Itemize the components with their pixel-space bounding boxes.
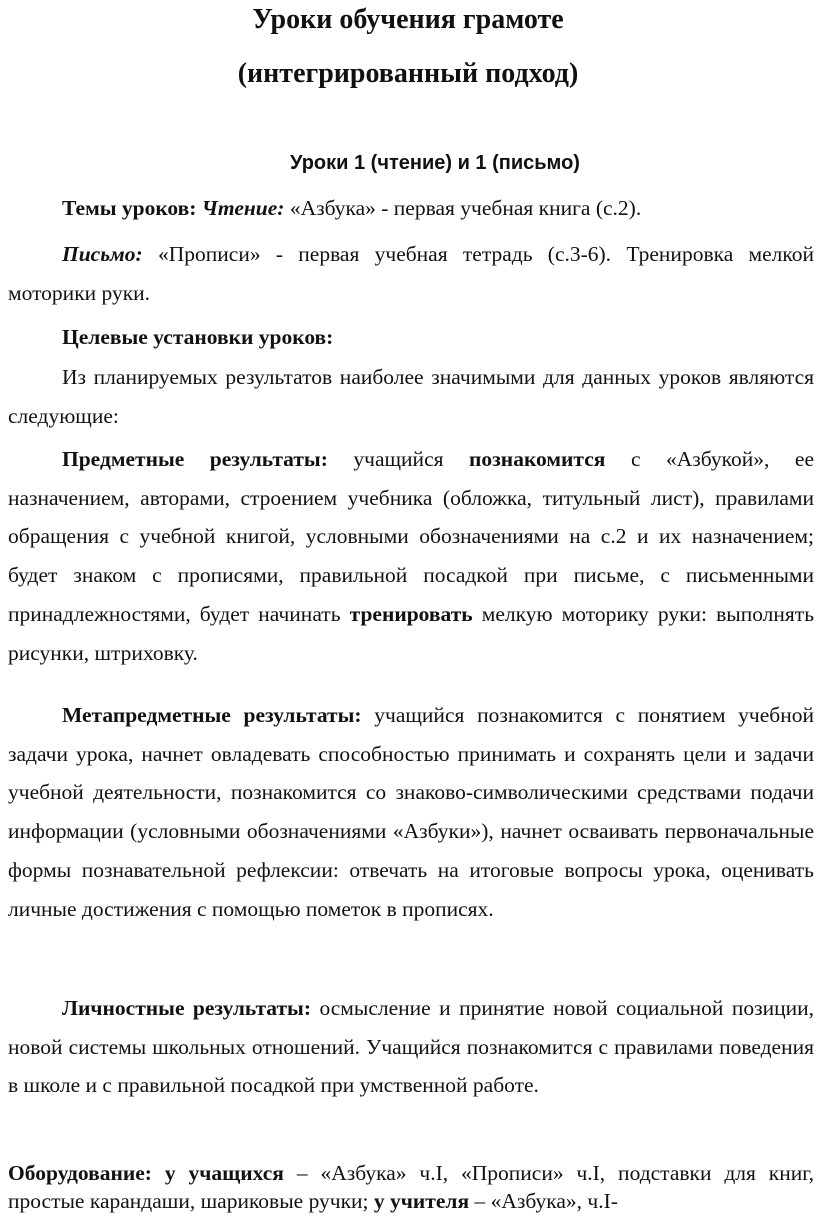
equipment-teacher-label: у учителя	[373, 1189, 470, 1213]
subject-results-bold-2: тренировать	[349, 601, 473, 626]
subject-results-text-1: учащийся	[353, 447, 444, 471]
subject-results-bold-1: познакомится	[469, 447, 606, 471]
document-title-line-2: (интегрированный подход)	[237, 58, 579, 89]
personal-results-paragraph	[8, 989, 814, 1105]
document-title-line-1: Уроки обучения грамоте	[252, 4, 564, 35]
subject-results-paragraph	[8, 440, 814, 672]
equipment-teacher-text: – «Азбука», ч.I-	[474, 1189, 618, 1213]
equipment-paragraph	[8, 1159, 814, 1215]
meta-results-paragraph	[8, 696, 814, 928]
reading-text: «Азбука» - первая учебная книга (с.2).	[289, 196, 642, 220]
equipment-students-label: у учащихся	[164, 1161, 284, 1185]
equipment-label: Оборудование:	[8, 1161, 152, 1185]
subject-results-text-3: мелкую моторику руки: выполнять рисунки, штриховку.	[8, 601, 815, 665]
writing-paragraph	[8, 235, 814, 312]
lessons-heading: Уроки 1 (чтение) и 1 (письмо)	[290, 152, 580, 174]
personal-results-label: Личностные результаты:	[62, 996, 311, 1020]
writing-label: Письмо:	[62, 242, 143, 266]
subject-results-label: Предметные результаты:	[62, 447, 328, 471]
subject-results-text-2: с «Азбукой», ее назначением, авторами, строением учебника (обложка, титульный лист), правилами обращения с учебной книгой, условными обозначениями на с.2 и их назначением; будет знаком с прописями, правильной посадкой при письме, с письменными принадлежностями, будет начинать	[8, 447, 815, 626]
reading-label: Чтение:	[201, 196, 285, 220]
intro-paragraph: Из планируемых результатов наиболее значимыми для данных уроков являются следующие:	[8, 365, 814, 428]
writing-text: «Прописи» - первая учебная тетрадь (с.3-6). Тренировка мелкой моторики руки.	[8, 242, 815, 305]
personal-results-text: осмысление и принятие новой социальной позиции, новой системы школьных отношений. Учащийся познакомится с правилами поведения в школе и с правильной посадкой при умственной работе.	[8, 996, 815, 1098]
equipment-students-text: – «Азбука» ч.I, «Прописи» ч.I, подставки для книг, простые карандаши, шариковые ручки;	[8, 1161, 815, 1213]
meta-results-label: Метапредметные результаты:	[62, 703, 362, 727]
topics-paragraph	[8, 189, 814, 228]
topics-label: Темы уроков:	[62, 196, 197, 220]
meta-results-text: учащийся познакомится с понятием учебной задачи урока, начнет овладевать способностью принимать и сохранять цели и задачи учебной деятельности, познакомится со знаково-символическими средствами подачи информации (условными обозначениями «Азбуки»), начнет осваивать первоначальные формы познавательной рефлексии: отвечать на итоговые вопросы урока, оценивать личные достижения с помощью пометок в прописях.	[8, 703, 814, 921]
goals-heading: Целевые установки уроков:	[62, 325, 334, 349]
